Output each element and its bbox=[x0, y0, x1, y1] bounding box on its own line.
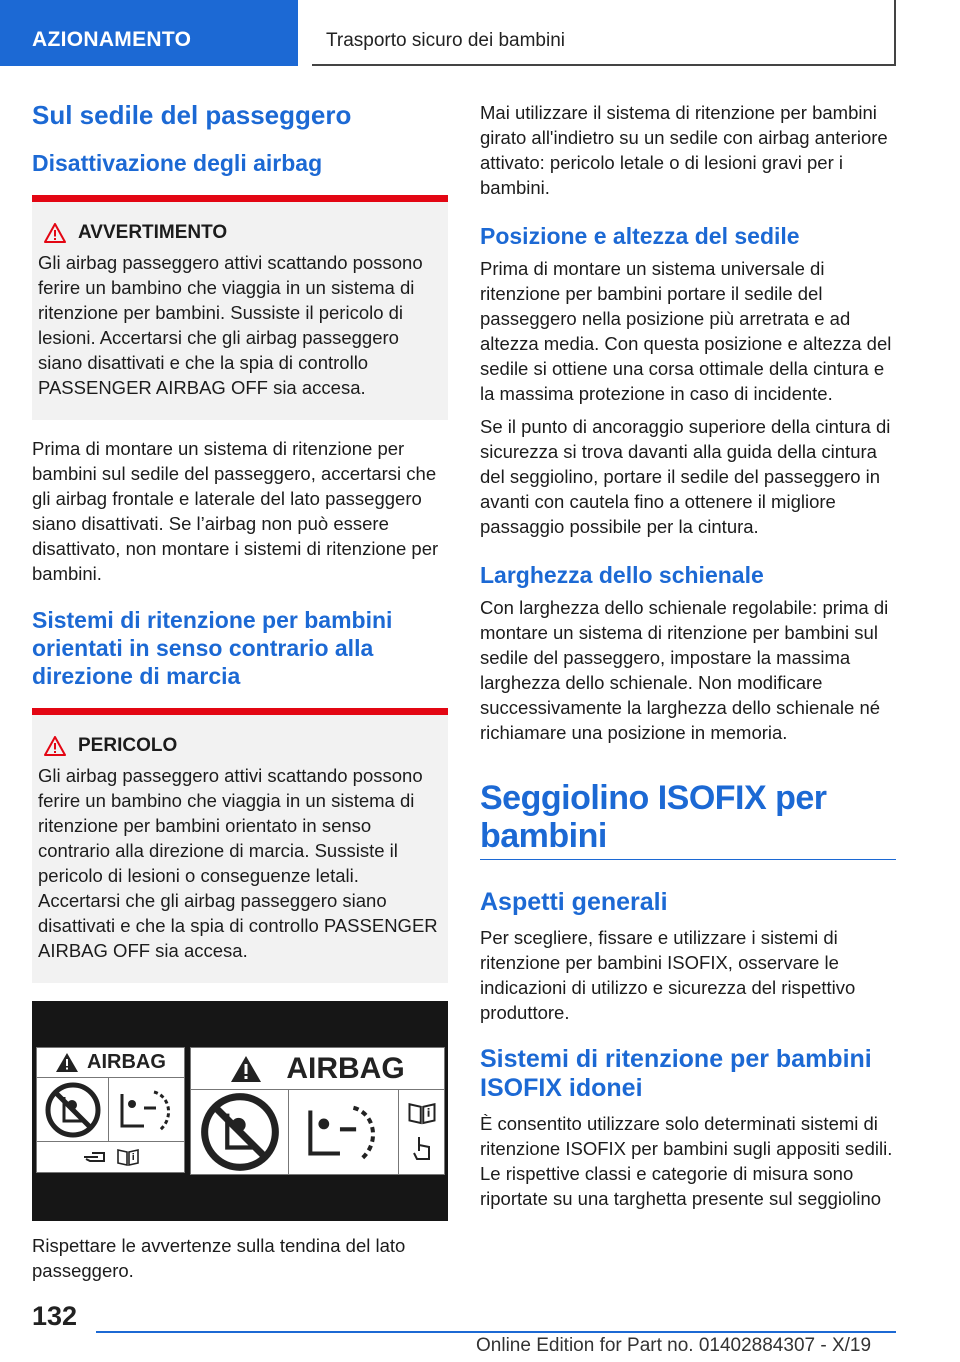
paragraph-never-use-rear-facing: Mai utilizzare il sistema di ritenzione per bambini girato all'indietro su un sedile con airbag anteriore attivato: pericolo letale o di lesioni gravi per i bambini. bbox=[480, 102, 888, 198]
heading-backrest-width: Larghezza dello schienale bbox=[480, 562, 764, 588]
paragraph-seat-position-1: Prima di montare un sistema universale di ritenzione per bambini portare il sedile del passeggero nella posizione più arretrata e ad altezza media. Con questa posizione e altezza del sedile si ottiene una corsa ottimale della cintura e la massima protezione in caso di incidente. bbox=[480, 258, 892, 404]
chapter-title: Trasporto sicuro dei bambini bbox=[312, 0, 896, 66]
edition-info: Online Edition for Part no. 01402884307 - X/19 bbox=[476, 1335, 872, 1356]
footer-divider bbox=[96, 1331, 896, 1333]
heading-seat-position: Posizione e altezza del sedile bbox=[480, 223, 800, 249]
right-column bbox=[480, 100, 896, 1219]
section-tab: AZIONAMENTO bbox=[0, 0, 298, 66]
danger-box bbox=[32, 708, 448, 983]
pointing-hand-icon bbox=[82, 1149, 108, 1165]
warning-triangle-icon bbox=[44, 223, 66, 243]
paragraph-suitable-isofix: È consentito utilizzare solo determinati sistemi di ritenzione ISOFIX per bambini sugli appositi sedili. Le rispettive classi e categorie di misura sono riportate su una targhetta presente sul seggiolino bbox=[480, 1113, 893, 1209]
paragraph-general-aspects: Per scegliere, fissare e utilizzare i sistemi di ritenzione per bambini ISOFIX, osservare le indicazioni di utilizzo e sicurezza del rispettivo produttore. bbox=[480, 927, 856, 1023]
heading-isofix-seat: Seggiolino ISOFIX per bambini bbox=[480, 779, 896, 860]
no-child-seat-icon bbox=[44, 1081, 102, 1139]
airbag-sunvisor-photo bbox=[32, 1001, 448, 1221]
page-header bbox=[0, 0, 960, 66]
warning-text: Gli airbag passeggero attivi scattando possono ferire un bambino che viaggia in un sistema di ritenzione per bambini. Sussiste il pericolo di lesioni. Accertarsi che gli airbag passeggero siano disattivati e che la spia di controllo PASSENGER AIRBAG OFF sia accesa. bbox=[38, 252, 423, 398]
heading-airbag-deactivation: Disattivazione degli airbag bbox=[32, 150, 323, 176]
no-child-seat-icon bbox=[199, 1091, 281, 1173]
page-number: 132 bbox=[32, 1301, 78, 1331]
manual-book-icon bbox=[116, 1148, 140, 1166]
heading-suitable-isofix: Sistemi di ritenzione per bambini ISOFIX idonei bbox=[480, 1045, 872, 1102]
airbag-deploy-icon bbox=[296, 1097, 392, 1167]
danger-text: Gli airbag passeggero attivi scattando possono ferire un bambino che viaggia in un sistema di ritenzione per bambini orientato in senso contrario alla direzione di marcia. Sussiste il pericolo di lesioni o conseguenze letali. Accertarsi che gli airbag passeggero siano disattivati e che la spia di controllo PASSENGER AIRBAG OFF sia accesa. bbox=[38, 765, 438, 961]
warning-title: AVVERTIMENTO bbox=[78, 222, 228, 243]
heading-rear-facing-seats: Sistemi di ritenzione per bambini orientati in senso contrario alla direzione di marcia bbox=[32, 607, 393, 689]
airbag-label-big-text: AIRBAG bbox=[286, 1051, 405, 1085]
left-column bbox=[32, 100, 448, 1291]
heading-passenger-seat: Sul sedile del passeggero bbox=[32, 100, 352, 130]
heading-general-aspects: Aspetti generali bbox=[480, 888, 668, 916]
danger-title: PERICOLO bbox=[78, 735, 178, 756]
airbag-deploy-icon bbox=[114, 1084, 180, 1136]
warning-triangle-icon bbox=[44, 736, 66, 756]
paragraph-backrest-width: Con larghezza dello schienale regolabile: prima di montare un sistema di ritenzione per bambini sul sedile del passeggero, impostare la massima larghezza dello schienale. Non modificare successivamente la larghezza dello schienale né richiamare una posizione in memoria. bbox=[480, 597, 889, 743]
warning-triangle-icon bbox=[55, 1052, 79, 1073]
airbag-label-big bbox=[190, 1047, 445, 1175]
warning-box bbox=[32, 195, 448, 420]
manual-book-icon bbox=[407, 1101, 437, 1125]
paragraph-seat-position-2: Se il punto di ancoraggio superiore della cintura di sicurezza si trova davanti alla guida della cintura del seggiolino, portare il sedile del passeggero in avanti con cautela fino a ottenere il migliore passaggio possibile per la cintura. bbox=[480, 416, 891, 537]
pointing-hand-icon bbox=[411, 1135, 433, 1163]
warning-triangle-icon bbox=[230, 1055, 262, 1083]
airbag-label-small-text: AIRBAG bbox=[87, 1051, 166, 1073]
paragraph-before-mounting: Prima di montare un sistema di ritenzione per bambini sul sedile del passeggero, accertarsi che gli airbag frontale e laterale del lato passeggero siano disattivati. Se l’airbag non può essere disattivato, non montare i sistemi di ritenzione per bambini. bbox=[32, 438, 439, 584]
airbag-label-small bbox=[36, 1047, 185, 1173]
photo-caption: Rispettare le avvertenze sulla tendina del lato passeggero. bbox=[32, 1235, 406, 1281]
